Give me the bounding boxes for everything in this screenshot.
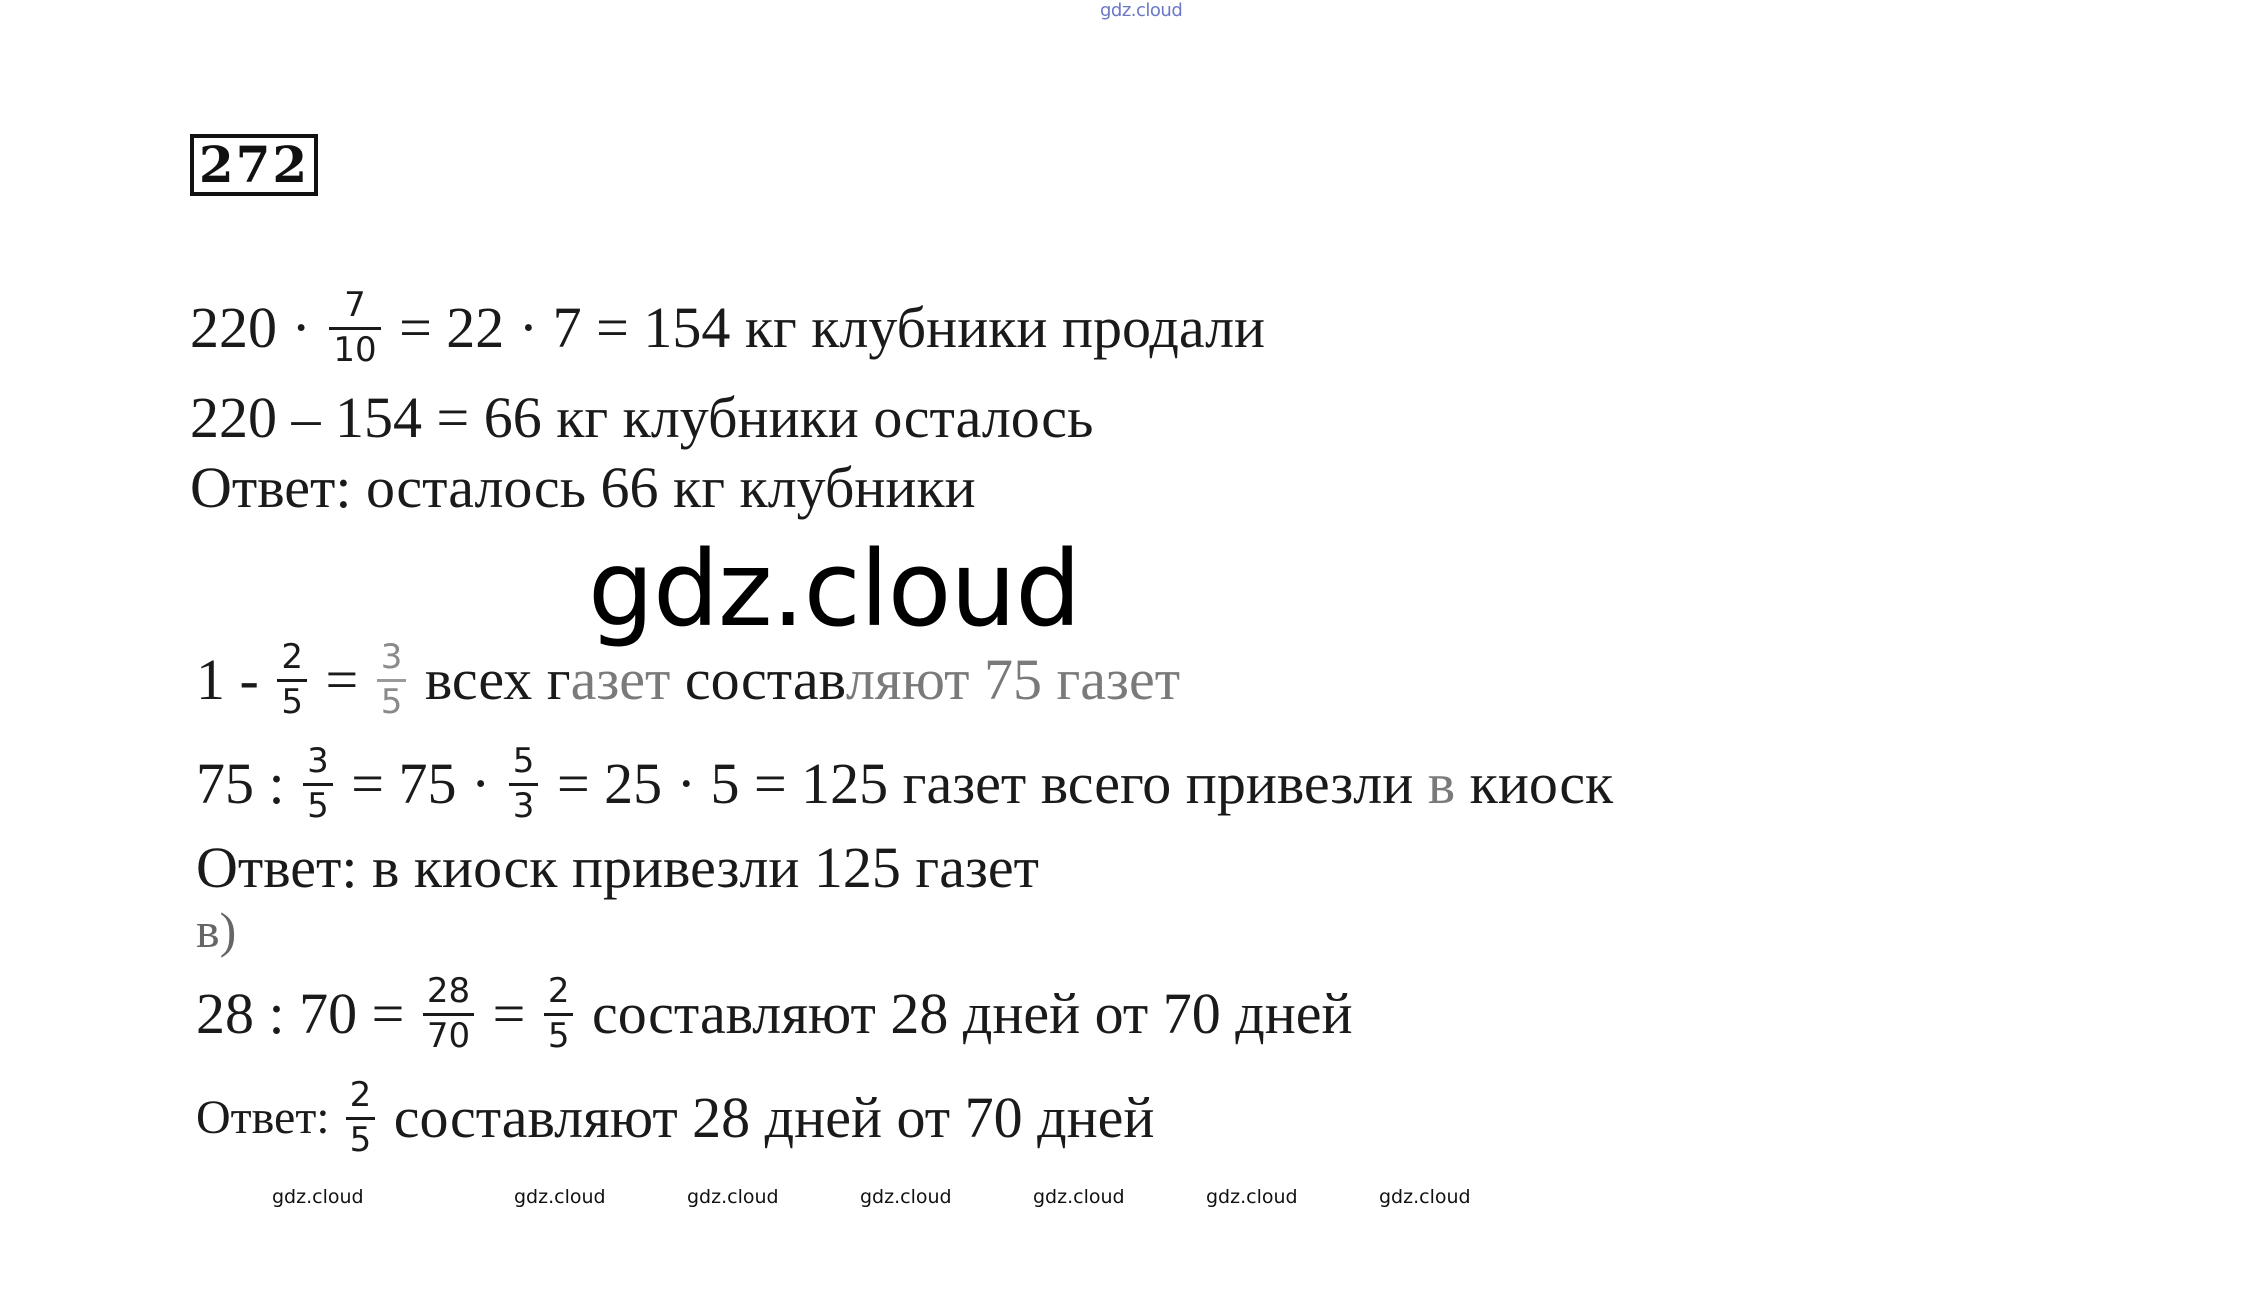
fraction-denominator: 3 (512, 785, 535, 826)
expr-text-faded: ляют 7 (845, 647, 1014, 712)
header-watermark: gdz.cloud (1100, 0, 1183, 21)
task-number: 272 (190, 134, 318, 196)
part-b-line-1 (196, 632, 1180, 728)
part-b-answer (196, 820, 1039, 916)
footer-watermark: gdz.cloud (514, 1186, 606, 1208)
answer-text: Ответ: осталось 66 кг клубники (190, 455, 976, 520)
footer-watermark: gdz.cloud (1033, 1186, 1125, 1208)
fraction (377, 636, 407, 722)
fraction-denominator: 5 (349, 1119, 372, 1160)
fraction (346, 1074, 376, 1160)
expr-text: = 75 · (336, 751, 505, 816)
fraction-numerator: 3 (380, 636, 403, 677)
fraction-denominator: 70 (426, 1015, 471, 1056)
fraction-denominator: 5 (380, 681, 403, 722)
expr-text: = 25 · 5 = 125 газет всего привезли (542, 751, 1428, 816)
expr-text-faded: 5 газет (1013, 647, 1181, 712)
part-b-line-2 (196, 736, 1613, 832)
expr-text: составляют 28 дней от 70 дней (577, 981, 1353, 1046)
answer-text: составляют 28 дней от 70 дней (379, 1085, 1155, 1150)
footer-watermark: gdz.cloud (687, 1186, 779, 1208)
expr-text: состав (670, 647, 846, 712)
expr-text: 28 : 70 = (196, 981, 419, 1046)
fraction-denominator: 10 (333, 329, 377, 370)
expr-text: = (478, 981, 540, 1046)
answer-text: Ответ: в киоск привезли 125 газет (196, 835, 1039, 900)
part-c-label (196, 890, 236, 970)
part-label: в) (196, 902, 237, 958)
expr-text: = (310, 647, 373, 712)
fraction (277, 636, 307, 722)
fraction-denominator: 5 (307, 785, 329, 826)
expr-text: 75 : (196, 751, 300, 816)
fraction-numerator: 7 (344, 284, 366, 325)
footer-watermark: gdz.cloud (272, 1186, 364, 1208)
watermark-large: gdz.cloud (588, 528, 1081, 650)
part-a-answer (190, 440, 976, 536)
expr-text: киоск (1455, 751, 1614, 816)
answer-text: Ответ: (196, 1091, 342, 1144)
expr-text: 1 - (196, 647, 274, 712)
footer-watermark: gdz.cloud (860, 1186, 952, 1208)
fraction-numerator: 2 (349, 1074, 372, 1115)
fraction-denominator: 5 (547, 1015, 570, 1056)
expr-text: 220 – 154 = 66 кг клубники осталось (190, 385, 1094, 450)
footer-watermark: gdz.cloud (1206, 1186, 1298, 1208)
expr-text-faded: азет (570, 647, 671, 712)
footer-watermark: gdz.cloud (1379, 1186, 1471, 1208)
fraction-denominator: 5 (281, 681, 303, 722)
fraction (423, 970, 474, 1056)
expr-text-faded: в (1427, 751, 1456, 816)
expr-text: всех г (410, 647, 571, 712)
expr-text: = 22 · 7 = 154 кг клубники продали (384, 295, 1266, 360)
part-c-answer (196, 1070, 1154, 1166)
fraction-numerator: 2 (281, 636, 303, 677)
fraction-numerator: 3 (307, 740, 329, 781)
footer-watermarks (0, 1186, 2263, 1216)
expr-text: 220 · (190, 295, 326, 360)
part-a-line-1 (190, 280, 1265, 376)
fraction (303, 740, 333, 826)
fraction-numerator: 2 (547, 970, 570, 1011)
part-c-line-1 (196, 966, 1353, 1062)
fraction (544, 970, 574, 1056)
fraction (509, 740, 539, 826)
fraction-numerator: 5 (512, 740, 535, 781)
fraction-numerator: 28 (426, 970, 471, 1011)
fraction (329, 284, 380, 370)
